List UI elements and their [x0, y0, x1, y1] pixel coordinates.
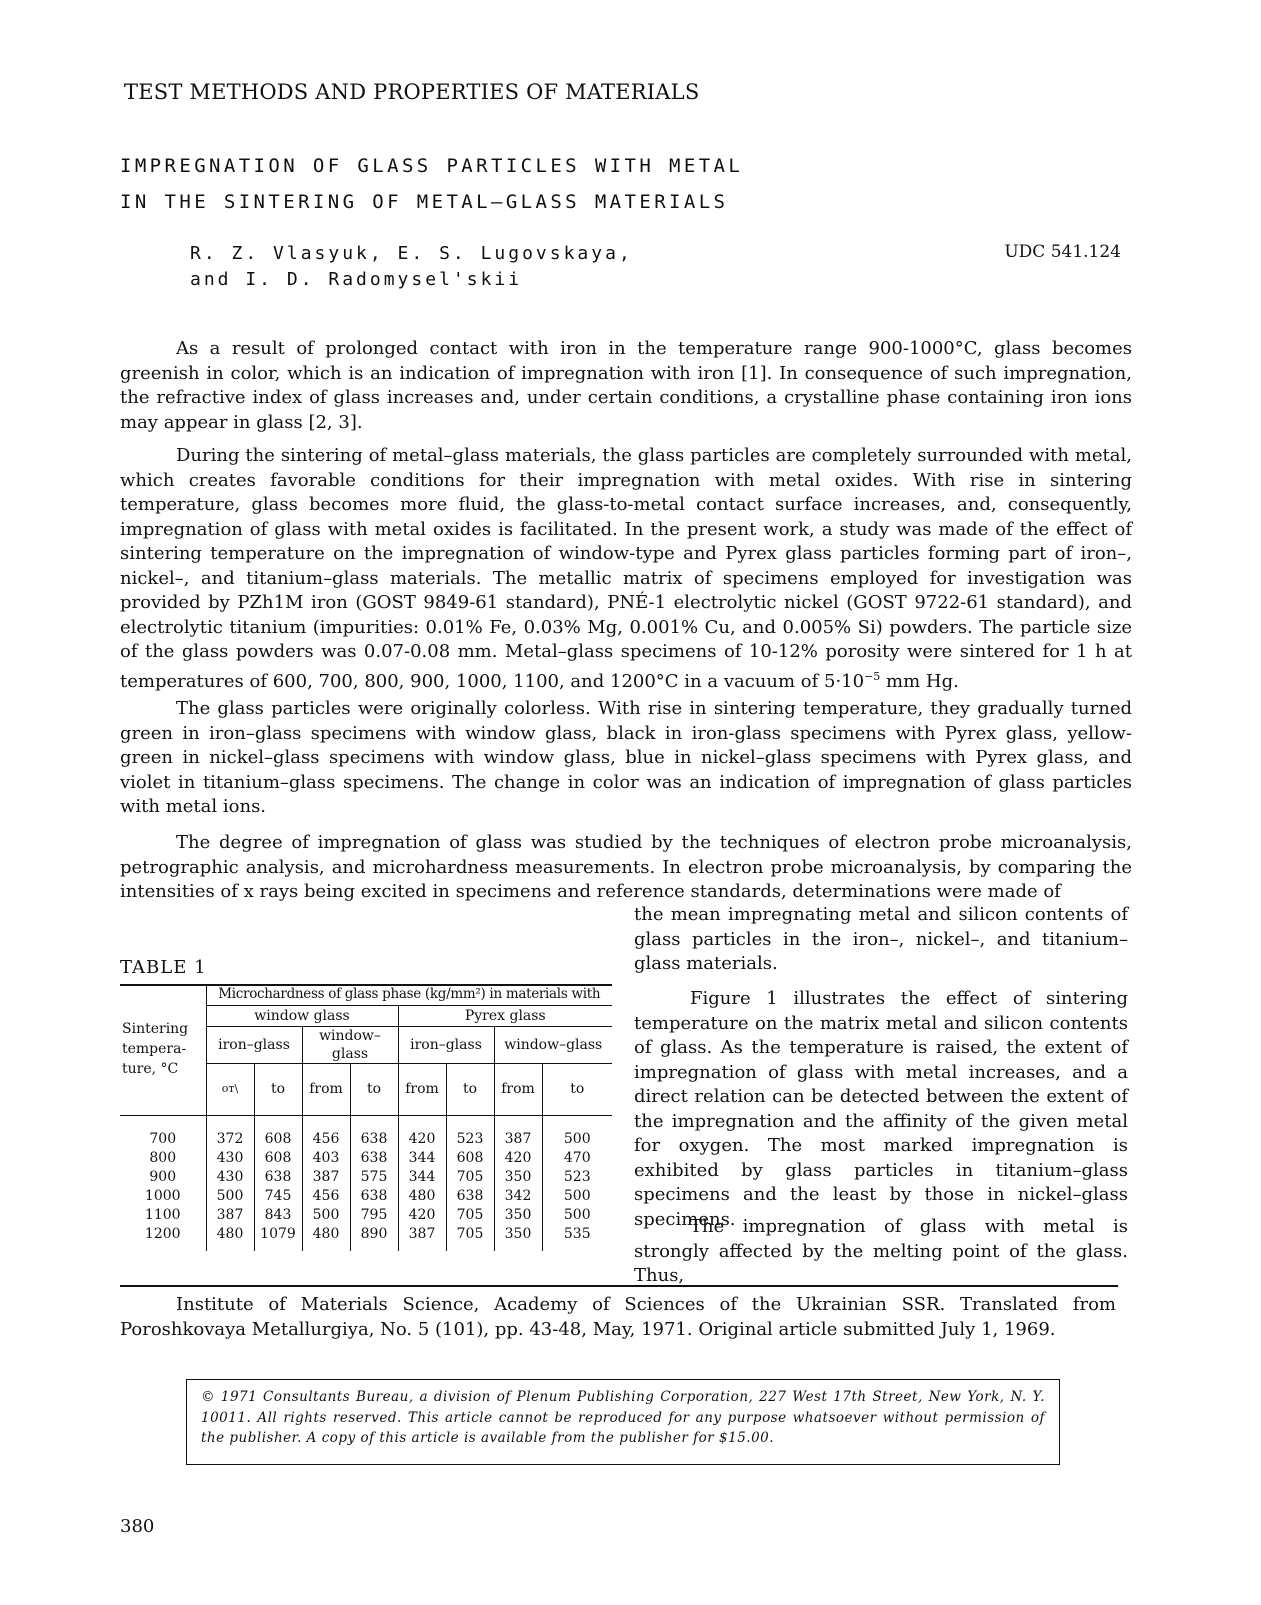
paragraph-3: The glass particles were originally colorless. With rise in sintering temperature, they gradually turned green in iron–glass specimens with window glass, black in iron-glass specimens with Pyrex glass, yellow-green in nickel–glass specimens with window glass, blue in nickel–glass specimens with Pyrex glass, and violet in titanium–glass specimens. The change in color was an indication of impregnation of glass particles with metal ions. [120, 698, 1132, 817]
paragraph-4: The degree of impregnation of glass was studied by the techniques of electron probe microanalysis, petrographic analysis, and microhardness measurements. In electron probe microanalysis, by comparing the intensities of x rays being excited in specimens and reference standards, determinations were made of [120, 832, 1132, 902]
hardness-cell: 403 [302, 1148, 350, 1167]
hardness-cell: 350 [494, 1167, 542, 1186]
institution-note: Institute of Materials Science, Academy of Sciences of the Ukrainian SSR. Translated from Poroshkovaya Metallurgiya, No. 5 (101), pp. 43-48, May, 1971. Original article submitted July 1, 1969. [120, 1294, 1116, 1340]
hardness-cell: 344 [398, 1167, 446, 1186]
hardness-cell: 387 [494, 1129, 542, 1148]
hardness-cell: 420 [494, 1148, 542, 1167]
hardness-cell: 456 [302, 1186, 350, 1205]
hardness-cell: 705 [446, 1224, 494, 1243]
hardness-cell: 535 [542, 1224, 612, 1243]
hardness-cell: 350 [494, 1224, 542, 1243]
udc-code: UDC 541.124 [1004, 242, 1121, 262]
table-row [120, 1186, 612, 1205]
hardness-cell: 420 [398, 1205, 446, 1224]
article-title-line-1: IMPREGNATION OF GLASS PARTICLES WITH METAL [120, 155, 744, 177]
subheader-iron-glass-1: iron–glass [206, 1026, 302, 1063]
table-row [120, 1148, 612, 1167]
hardness-cell: 500 [542, 1129, 612, 1148]
table-row [120, 1205, 612, 1224]
hardness-cell: 342 [494, 1186, 542, 1205]
hardness-cell: 350 [494, 1205, 542, 1224]
hardness-cell: 500 [542, 1186, 612, 1205]
hardness-cell: 638 [350, 1148, 398, 1167]
section-heading: TEST METHODS AND PROPERTIES OF MATERIALS [124, 80, 700, 104]
temperature-cell: 1000 [144, 1187, 181, 1204]
hardness-cell: 456 [302, 1129, 350, 1148]
hardness-cell: 500 [542, 1205, 612, 1224]
temperature-cell: 800 [149, 1149, 177, 1166]
hardness-cell: 638 [350, 1129, 398, 1148]
hardness-cell: 638 [254, 1167, 302, 1186]
hardness-cell: 480 [302, 1224, 350, 1243]
hardness-cell: 387 [302, 1167, 350, 1186]
hardness-cell: 843 [254, 1205, 302, 1224]
hardness-cell: 470 [542, 1148, 612, 1167]
hardness-cell: 500 [302, 1205, 350, 1224]
hardness-cell: 430 [206, 1148, 254, 1167]
hardness-cell: 480 [398, 1186, 446, 1205]
col-label: to [446, 1063, 494, 1115]
hardness-cell: 745 [254, 1186, 302, 1205]
group-pyrex-glass: Pyrex glass [398, 1005, 612, 1026]
paragraph-2 [120, 444, 1132, 694]
table-row [120, 1129, 612, 1148]
col-label: to [254, 1063, 302, 1115]
hardness-cell: 795 [350, 1205, 398, 1224]
paragraph-5: Figure 1 illustrates the effect of sintering temperature on the matrix metal and silicon contents of glass. As the temperature is raised, the extent of impregnation of glass with metal increases, and a direct relation can be detected between the extent of the impregnation and the affinity of the given metal for oxygen. The most marked impregnation is exhibited by glass particles in titanium–glass specimens and the least by those in nickel–glass specimens. [634, 988, 1128, 1230]
paragraph-6: The impregnation of glass with metal is strongly affected by the melting point of the glass. Thus, [634, 1216, 1128, 1286]
hardness-cell: 372 [206, 1129, 254, 1148]
subheader-iron-glass-2: iron–glass [398, 1026, 494, 1063]
paragraph-2-exponent: −5 [864, 669, 881, 683]
hardness-cell: 387 [206, 1205, 254, 1224]
subheader-window-glass-1: window–glass [302, 1026, 398, 1063]
hardness-cell: 608 [254, 1129, 302, 1148]
span-header: Microchardness of glass phase (kg/mm²) in materials with [206, 984, 612, 1005]
copyright-notice: © 1971 Consultants Bureau, a division of Plenum Publishing Corporation, 227 West 17th Street, New York, N. Y. 10011. All rights reserved. This article cannot be reproduced for any purpose whatsoever without permission of the publisher. A copy of this article is available from the publisher for $15.00. [186, 1379, 1060, 1465]
table-row [120, 1224, 612, 1243]
group-window-glass: window glass [206, 1005, 398, 1026]
hardness-cell: 575 [350, 1167, 398, 1186]
table-1-label: TABLE 1 [120, 957, 207, 978]
hardness-cell: 344 [398, 1148, 446, 1167]
article-title-line-2: IN THE SINTERING OF METAL–GLASS MATERIALS [120, 191, 729, 213]
hardness-cell: 705 [446, 1167, 494, 1186]
hardness-cell: 638 [350, 1186, 398, 1205]
hardness-cell: 523 [446, 1129, 494, 1148]
row-header: Sintering tempera- ture, °C [120, 984, 206, 1115]
hardness-cell: 608 [446, 1148, 494, 1167]
col-label: от\ [206, 1063, 254, 1115]
hardness-cell: 430 [206, 1167, 254, 1186]
authors-line-1: R. Z. Vlasyuk, E. S. Lugovskaya, [190, 243, 633, 264]
hardness-cell: 387 [398, 1224, 446, 1243]
temperature-cell: 900 [149, 1168, 177, 1185]
hardness-cell: 638 [446, 1186, 494, 1205]
hardness-cell: 608 [254, 1148, 302, 1167]
paragraph-2-text: During the sintering of metal–glass materials, the glass particles are completely surrounded with metal, which creates favorable conditions for their impregnation with metal oxides. With rise in sintering temperature, glass becomes more fluid, the glass-to-metal contact surface increases, and, consequently, impregnation of glass with metal oxides is facilitated. In the present work, a study was made of the effect of sintering temperature on the impregnation of window-type and Pyrex glass particles forming part of iron–, nickel–, and titanium–glass materials. The metallic matrix of specimens employed for investigation was provided by PZh1M iron (GOST 9849-61 standard), PNÉ-1 electrolytic nickel (GOST 9722-61 standard), and electrolytic titanium (impurities: 0.01% Fe, 0.03% Mg, 0.001% Cu, and 0.005% Si) powders. The particle size of the glass powders was 0.07-0.08 mm. Metal–glass specimens of 10-12% porosity were sintered for 1 h at temperatures of 600, 700, 800, 900, 1000, 1100, and 1200°C in a vacuum of 5·10 [120, 445, 1132, 692]
hardness-cell: 890 [350, 1224, 398, 1243]
hardness-cell: 500 [206, 1186, 254, 1205]
col-label: to [542, 1063, 612, 1115]
authors-line-2: and I. D. Radomysel'skii [190, 269, 523, 290]
temperature-cell: 1200 [144, 1225, 181, 1242]
hardness-cell: 420 [398, 1129, 446, 1148]
hardness-cell: 480 [206, 1224, 254, 1243]
hardness-cell: 523 [542, 1167, 612, 1186]
temperature-cell: 1100 [144, 1206, 181, 1223]
temperature-cell: 700 [149, 1130, 177, 1147]
col-label: from [302, 1063, 350, 1115]
paragraph-1: As a result of prolonged contact with iron in the temperature range 900-1000°C, glass becomes greenish in color, which is an indication of impregnation with iron [1]. In consequence of such impregnation, the refractive index of glass increases and, under certain conditions, a crystalline phase containing iron ions may appear in glass [2, 3]. [120, 338, 1132, 433]
hardness-cell: 1079 [254, 1224, 302, 1243]
hardness-cell: 705 [446, 1205, 494, 1224]
table-row [120, 1167, 612, 1186]
col-label: from [398, 1063, 446, 1115]
page-number: 380 [120, 1516, 155, 1537]
subheader-window-glass-2: window–glass [494, 1026, 612, 1063]
col-label: from [494, 1063, 542, 1115]
paragraph-2-end: mm Hg. [880, 670, 959, 692]
col-label: to [350, 1063, 398, 1115]
footnote-rule [120, 1285, 1118, 1287]
table-1 [120, 984, 612, 1251]
paragraph-4-continued: the mean impregnating metal and silicon contents of glass particles in the iron–, nickel–, and titanium–glass materials. [634, 904, 1128, 974]
